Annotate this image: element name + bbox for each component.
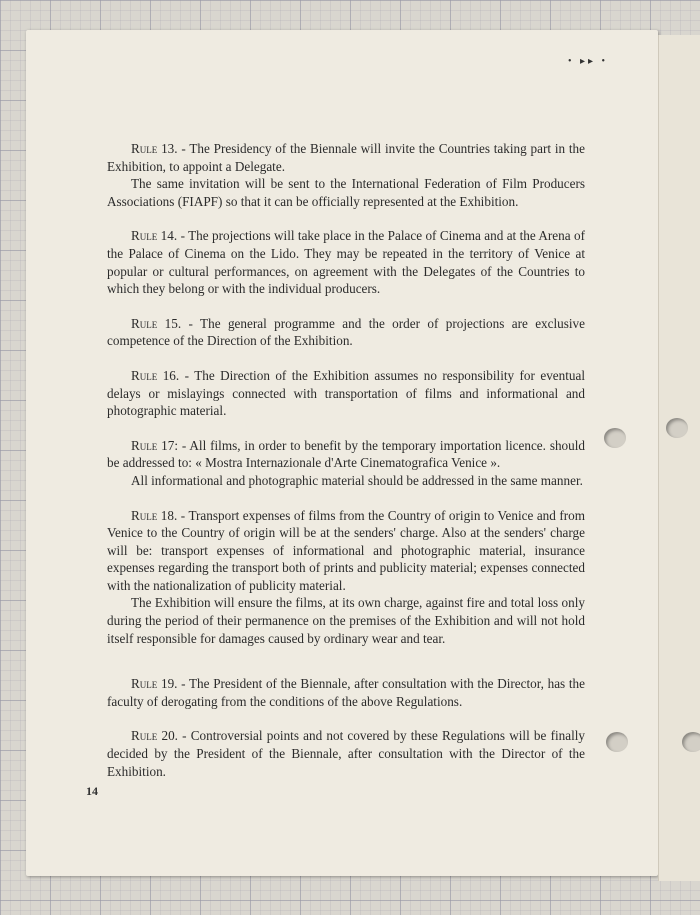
rule-13-paragraph-1: Rule 13. - The Presidency of the Biennale will invite the Countries taking part in the Exhibition, to appoint a Delegate. [107, 141, 585, 174]
rule-14 [107, 227, 585, 297]
rule-16-label: Rule 16. [131, 367, 180, 383]
rule-20-paragraph-1: Rule 20. - Controversial points and not covered by these Regulations will be finally decided by the President of the Biennale, after consultation with the Director of the Exhibition. [107, 728, 585, 779]
rule-16 [107, 367, 585, 420]
rule-13-paragraph-2: The same invitation will be sent to the International Federation of Film Producers Associations (FIAPF) so that it can be officially represented at the Exhibition. [107, 176, 585, 209]
punch-hole [606, 732, 628, 752]
rules-text [107, 140, 585, 797]
rule-18-label: Rule 18. [131, 507, 178, 523]
rule-19 [107, 675, 585, 710]
rule-14-paragraph-1: Rule 14. - The projections will take place in the Palace of Cinema and at the Arena of the Palace of Cinema on the Lido. They may be repeated in the territory of Venice at popular or cultural performances, on agreement with the Delegates of the Countries to which they belong or with the individual producers. [107, 228, 585, 297]
rule-18-paragraph-1: Rule 18. - Transport expenses of films from the Country of origin to Venice and from Venice to the Country of origin will be at the senders' charge. Also at the senders' charge will be: transport expenses of informational and photographic material, insurance expenses regarding the transport both of prints and publicity material; expenses connected with the nationalization of publicity material. [107, 507, 585, 593]
page-number: 14 [86, 784, 98, 798]
rule-15-paragraph-1: Rule 15. - The general programme and the order of projections are exclusive competence of the Direction of the Exhibition. [107, 315, 585, 349]
corner-ink-marks: • ▸▸ • [568, 56, 609, 67]
rule-19-paragraph-1: Rule 19. - The President of the Biennale, after consultation with the Director, has the faculty of derogating from the conditions of the above Regulations. [107, 676, 585, 709]
rule-13-label: Rule 13. [131, 141, 178, 156]
rule-15-label: Rule 15. [131, 315, 182, 331]
punch-hole [604, 428, 626, 448]
punch-hole-next-page [682, 732, 700, 752]
punch-hole-next-page [666, 418, 688, 438]
rule-17 [107, 437, 585, 490]
rule-15 [107, 315, 585, 350]
next-page-edge [658, 35, 700, 881]
rule-13 [107, 140, 585, 210]
rule-14-label: Rule 14. [131, 228, 178, 244]
rule-17-label: Rule 17: [131, 437, 179, 453]
rule-18-paragraph-2: The Exhibition will ensure the films, at its own charge, against fire and total loss only during the period of their permanence on the premises of the Exhibition and will not hold itself responsible for damages caused by ordinary wear and tear. [107, 595, 585, 646]
rule-17-paragraph-1: Rule 17: - All films, in order to benefit by the temporary importation licence. should be addressed to: « Mostra Internazionale d'Arte Cinematografica Venice ». [107, 437, 585, 471]
rule-16-paragraph-1: Rule 16. - The Direction of the Exhibition assumes no responsibility for eventual delays or mislayings connected with transportation of films and informational and photographic material. [107, 367, 586, 419]
rule-17-paragraph-2: All informational and photographic material should be addressed in the same manner. [131, 472, 583, 488]
rule-18 [107, 507, 585, 648]
rule-19-label: Rule 19. [131, 676, 178, 692]
rule-20-label: Rule 20. [131, 728, 178, 744]
rule-20 [107, 727, 585, 780]
